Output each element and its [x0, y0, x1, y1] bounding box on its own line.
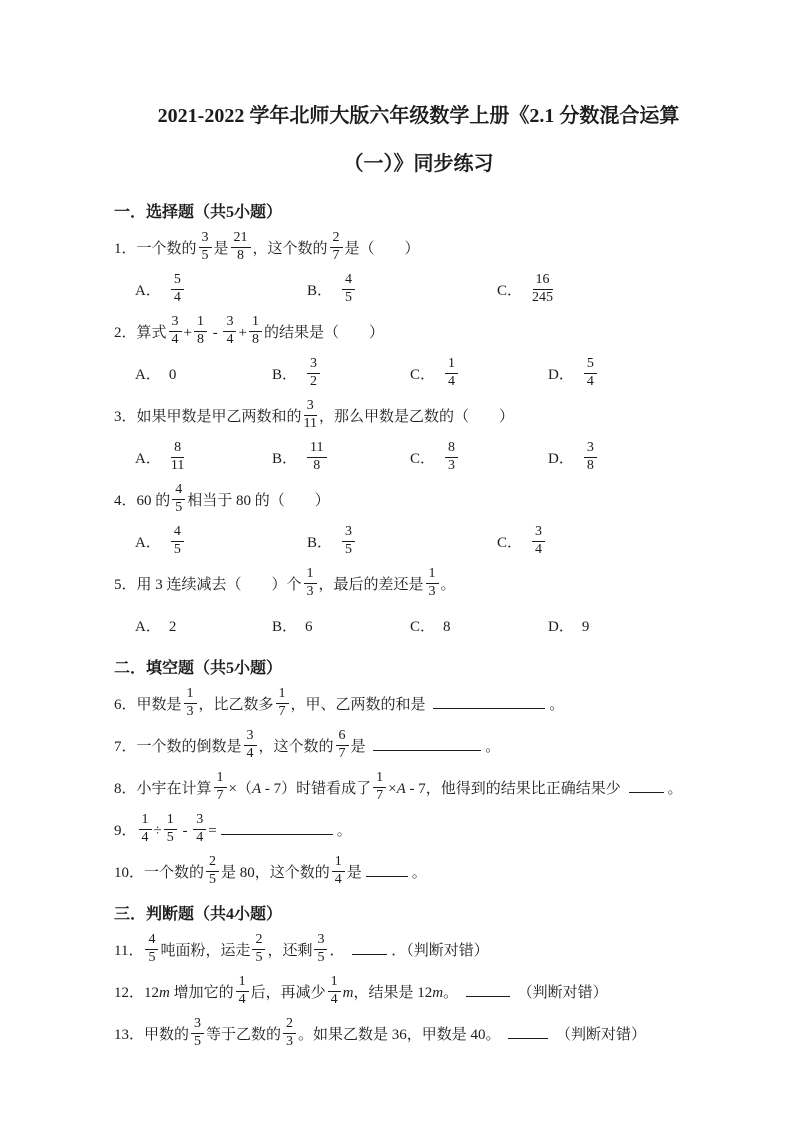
fraction-numerator: 2: [206, 855, 219, 872]
fraction-numerator: 2: [283, 1017, 296, 1034]
option: [135, 270, 307, 312]
option: [497, 522, 733, 564]
text: （判断对错）: [513, 985, 608, 1001]
text: 6．甲数是: [114, 697, 182, 713]
fraction-numerator: 1: [304, 567, 317, 584]
fraction-numerator: 1: [139, 813, 152, 830]
fraction-denominator: 11: [303, 416, 317, 432]
fraction-denominator: 5: [317, 950, 325, 966]
variable: A: [396, 781, 406, 797]
fraction-numerator: 1: [184, 687, 197, 704]
text: =: [208, 823, 217, 839]
worksheet-title: [114, 92, 723, 188]
question-stem: [114, 810, 733, 852]
fraction: [328, 975, 341, 1007]
answer-blank: [373, 747, 481, 751]
fraction-numerator: 3: [244, 729, 257, 746]
answer-blank: [221, 831, 333, 835]
fraction-denominator: 4: [171, 332, 179, 348]
option-label: C．: [497, 283, 523, 299]
text: 。: [411, 865, 427, 881]
text: 增加它的: [169, 985, 234, 1001]
section-heading: 一．选择题（共5小题）: [114, 204, 283, 221]
fraction-denominator: 5: [173, 542, 181, 558]
option: [410, 606, 548, 648]
text: - 7，他得到的结果比正确结果少: [405, 781, 625, 797]
options-row: [135, 354, 733, 396]
text: ，这个数的: [252, 241, 328, 257]
fraction-denominator: 2: [310, 374, 318, 390]
fraction-numerator: 4: [171, 525, 184, 542]
option-label: B．: [272, 451, 298, 467]
fraction-denominator: 5: [194, 1034, 202, 1050]
text: 。: [667, 781, 683, 797]
fraction-denominator: 5: [345, 290, 353, 306]
option: [272, 438, 410, 480]
text: -: [178, 823, 192, 839]
fraction-numerator: 2: [330, 231, 343, 248]
text: 8: [443, 619, 451, 635]
answer-blank: [466, 993, 510, 997]
text: 。: [443, 985, 462, 1001]
question-stem: [114, 396, 733, 438]
option-label: B．: [307, 535, 333, 551]
text: （判断对错）: [552, 1027, 647, 1043]
fraction-numerator: 1: [249, 315, 262, 332]
answer-blank: [352, 951, 387, 955]
fraction: [214, 771, 227, 803]
question-stem: [114, 564, 733, 606]
option-label: B．: [272, 367, 298, 383]
option: [497, 270, 733, 312]
text: 是（ ）: [344, 241, 420, 257]
option: [548, 438, 733, 480]
options-row: [135, 270, 733, 312]
fraction-denominator: 7: [376, 788, 384, 804]
option: [307, 522, 497, 564]
option: [135, 606, 272, 648]
fraction-denominator: 7: [332, 248, 340, 264]
text: 。: [440, 577, 456, 593]
fraction-numerator: 5: [584, 357, 597, 374]
option-label: A．: [135, 619, 161, 635]
fraction: [236, 975, 249, 1007]
fraction: [171, 441, 184, 473]
question-stem: [114, 684, 733, 726]
text: 是: [346, 865, 362, 881]
fraction: [164, 813, 177, 845]
text: 7．一个数的倒数是: [114, 739, 242, 755]
text: ．: [329, 943, 349, 959]
text: 。如果乙数是 36，甲数是 40。: [298, 1027, 505, 1043]
fraction-numerator: 4: [342, 273, 355, 290]
fraction-denominator: 4: [330, 992, 338, 1008]
fraction-denominator: 5: [201, 248, 209, 264]
text: ，最后的差还是: [318, 577, 424, 593]
text: ，这个数的: [258, 739, 334, 755]
fraction: [332, 855, 345, 887]
fraction-numerator: 3: [584, 441, 597, 458]
text: 2: [168, 619, 177, 635]
option: [307, 270, 497, 312]
option: [548, 354, 733, 396]
text: 9．: [114, 823, 137, 839]
fraction: [342, 273, 355, 305]
fraction-numerator: 4: [172, 483, 185, 500]
option-label: A．: [135, 451, 161, 467]
fraction-denominator: 4: [226, 332, 234, 348]
option-label: C．: [497, 535, 523, 551]
fraction: [206, 855, 219, 887]
fraction-denominator: 4: [173, 290, 181, 306]
question-stem: [114, 312, 733, 354]
text: 8．小宇在计算: [114, 781, 212, 797]
option-label: C．: [410, 451, 436, 467]
text: - 7）时错看成了: [261, 781, 372, 797]
fraction-numerator: 3: [532, 525, 545, 542]
text: ，还剩: [267, 943, 313, 959]
fraction-numerator: 3: [314, 933, 327, 950]
text: 6: [305, 619, 313, 635]
fraction-denominator: 4: [238, 992, 246, 1008]
fraction-denominator: 4: [535, 542, 543, 558]
fraction: [244, 729, 257, 761]
option: [410, 438, 548, 480]
fraction: [373, 771, 386, 803]
fraction: [252, 933, 265, 965]
question-stem: [114, 480, 733, 522]
fraction-numerator: 3: [199, 231, 212, 248]
fraction-denominator: 4: [141, 830, 149, 846]
fraction-numerator: 1: [426, 567, 439, 584]
text: 0: [168, 367, 177, 383]
text: -: [208, 325, 222, 341]
text: ×（: [228, 781, 252, 797]
variable: m: [342, 985, 354, 1001]
fraction-numerator: 1: [373, 771, 386, 788]
fraction-numerator: 3: [191, 1017, 204, 1034]
text: +: [183, 325, 192, 341]
fraction-denominator: 3: [306, 584, 314, 600]
text: 10．一个数的: [114, 865, 205, 881]
fraction: [194, 315, 207, 347]
fraction: [532, 273, 553, 305]
option-label: C．: [410, 367, 436, 383]
question-stem: [114, 852, 733, 894]
question-stem: [114, 768, 733, 810]
fraction: [584, 357, 597, 389]
fraction: [184, 687, 197, 719]
text: ，比乙数多: [198, 697, 274, 713]
fraction-numerator: 3: [304, 399, 317, 416]
text: 后，再减少: [250, 985, 326, 1001]
fraction: [426, 567, 439, 599]
text: 。: [485, 739, 501, 755]
question-stem: [114, 726, 733, 768]
fraction-denominator: 8: [251, 332, 259, 348]
text: ×: [388, 781, 397, 797]
fraction: [139, 813, 152, 845]
text: 是: [213, 241, 229, 257]
fraction: [199, 231, 212, 263]
text: 1．一个数的: [114, 241, 197, 257]
fraction-denominator: 3: [186, 704, 194, 720]
fraction-denominator: 7: [216, 788, 224, 804]
fraction: [314, 933, 327, 965]
fraction-denominator: 5: [209, 872, 217, 888]
option-label: D．: [548, 451, 574, 467]
fraction-numerator: 1: [194, 315, 207, 332]
fraction-denominator: 5: [175, 500, 183, 516]
section-heading: 三．判断题（共4小题）: [114, 906, 283, 923]
fraction-denominator: 8: [586, 458, 594, 474]
answer-blank: [629, 789, 664, 793]
fraction-denominator: 11: [170, 458, 185, 474]
fraction-numerator: 1: [164, 813, 177, 830]
text: 是 80，这个数的: [221, 865, 330, 881]
option-label: B．: [307, 283, 333, 299]
fraction: [172, 483, 185, 515]
fraction: [342, 525, 355, 557]
fraction: [171, 273, 184, 305]
option: [135, 438, 272, 480]
fraction-numerator: 8: [171, 441, 184, 458]
fraction: [223, 315, 236, 347]
section-heading: 二．填空题（共5小题）: [114, 660, 283, 677]
fraction-denominator: 4: [246, 746, 254, 762]
options-row: [135, 606, 733, 648]
question-stem: [114, 972, 733, 1014]
fraction-numerator: 11: [307, 441, 326, 458]
fraction-denominator: 5: [345, 542, 353, 558]
fraction-denominator: 3: [428, 584, 436, 600]
options-row: [135, 522, 733, 564]
text: 13．甲数的: [114, 1027, 190, 1043]
fraction-numerator: 3: [307, 357, 320, 374]
fraction-numerator: 16: [533, 273, 553, 290]
fraction: [330, 231, 343, 263]
fraction-denominator: 7: [278, 704, 286, 720]
option: [272, 606, 410, 648]
fraction-numerator: 5: [171, 273, 184, 290]
option-label: C．: [410, 619, 436, 635]
fraction: [445, 357, 458, 389]
text: 相当于 80 的（ ）: [187, 493, 330, 509]
fraction-numerator: 1: [276, 687, 289, 704]
fraction-denominator: 7: [338, 746, 346, 762]
variable: A: [251, 781, 262, 797]
fraction: [171, 525, 184, 557]
variable: m: [159, 985, 170, 1001]
option: [135, 522, 307, 564]
text: 9: [581, 619, 590, 635]
text: 。: [336, 823, 352, 839]
fraction: [145, 933, 158, 965]
fraction: [191, 1017, 204, 1049]
text: 的结果是（ ）: [263, 325, 384, 341]
fraction-numerator: 1: [214, 771, 227, 788]
variable: m: [432, 985, 444, 1001]
fraction: [304, 567, 317, 599]
fraction-numerator: 21: [231, 231, 251, 248]
fraction-numerator: 1: [236, 975, 249, 992]
option-label: A．: [135, 535, 161, 551]
text: 等于乙数的: [206, 1027, 282, 1043]
fraction-denominator: 5: [255, 950, 263, 966]
fraction-numerator: 6: [336, 729, 349, 746]
fraction: [276, 687, 289, 719]
title-line-2: （一）》同步练习: [343, 153, 494, 175]
option: [135, 354, 272, 396]
fraction-denominator: 8: [313, 458, 321, 474]
text: ，那么甲数是乙数的（ ）: [319, 409, 515, 425]
fraction: [231, 231, 251, 263]
document-body: [114, 198, 733, 1056]
fraction-denominator: 4: [334, 872, 342, 888]
fraction-numerator: 1: [328, 975, 341, 992]
fraction-numerator: 3: [169, 315, 182, 332]
fraction-numerator: 2: [252, 933, 265, 950]
fraction: [169, 315, 182, 347]
fraction-numerator: 3: [223, 315, 236, 332]
text: ．（判断对错）: [391, 943, 489, 959]
fraction-numerator: 1: [445, 357, 458, 374]
fraction: [304, 399, 317, 431]
answer-blank: [433, 705, 545, 709]
option-label: A．: [135, 283, 161, 299]
fraction-denominator: 245: [532, 290, 554, 306]
fraction: [249, 315, 262, 347]
text: 3．如果甲数是甲乙两数和的: [114, 409, 302, 425]
fraction-denominator: 3: [448, 458, 456, 474]
fraction: [532, 525, 545, 557]
fraction-denominator: 5: [148, 950, 156, 966]
fraction-denominator: 4: [586, 374, 594, 390]
options-row: [135, 438, 733, 480]
option-label: D．: [548, 619, 574, 635]
fraction: [307, 357, 320, 389]
fraction-numerator: 1: [332, 855, 345, 872]
text: 4．60 的: [114, 493, 171, 509]
fraction-denominator: 8: [237, 248, 245, 264]
text: 。: [549, 697, 565, 713]
text: 12．12: [114, 985, 160, 1001]
fraction-numerator: 4: [145, 933, 158, 950]
option: [272, 354, 410, 396]
answer-blank: [508, 1035, 548, 1039]
fraction-denominator: 5: [166, 830, 174, 846]
text: 吨面粉，运走: [160, 943, 251, 959]
text: ，结果是 12: [353, 985, 433, 1001]
fraction: [584, 441, 597, 473]
answer-blank: [366, 873, 408, 877]
text: 是: [350, 739, 370, 755]
fraction: [193, 813, 206, 845]
text: 2．算式: [114, 325, 167, 341]
fraction-denominator: 3: [286, 1034, 294, 1050]
option-label: A．: [135, 367, 161, 383]
fraction-denominator: 4: [196, 830, 204, 846]
fraction: [445, 441, 458, 473]
option: [548, 606, 733, 648]
option-label: B．: [272, 619, 298, 635]
fraction-denominator: 4: [448, 374, 456, 390]
text: +: [238, 325, 247, 341]
text: ÷: [153, 823, 162, 839]
title-line-1: 2021-2022 学年北师大版六年级数学上册《2.1 分数混合运算: [157, 105, 680, 127]
option: [410, 354, 548, 396]
text: 11．: [114, 943, 144, 959]
fraction: [307, 441, 326, 473]
fraction-numerator: 8: [445, 441, 458, 458]
question-stem: [114, 228, 733, 270]
question-stem: [114, 1014, 733, 1056]
text: 5．用 3 连续减去（ ）个: [114, 577, 302, 593]
fraction: [283, 1017, 296, 1049]
text: ，甲、乙两数的和是: [290, 697, 430, 713]
option-label: D．: [548, 367, 574, 383]
fraction-denominator: 8: [196, 332, 204, 348]
question-stem: [114, 930, 733, 972]
fraction: [336, 729, 349, 761]
fraction-numerator: 3: [193, 813, 206, 830]
fraction-numerator: 3: [342, 525, 355, 542]
